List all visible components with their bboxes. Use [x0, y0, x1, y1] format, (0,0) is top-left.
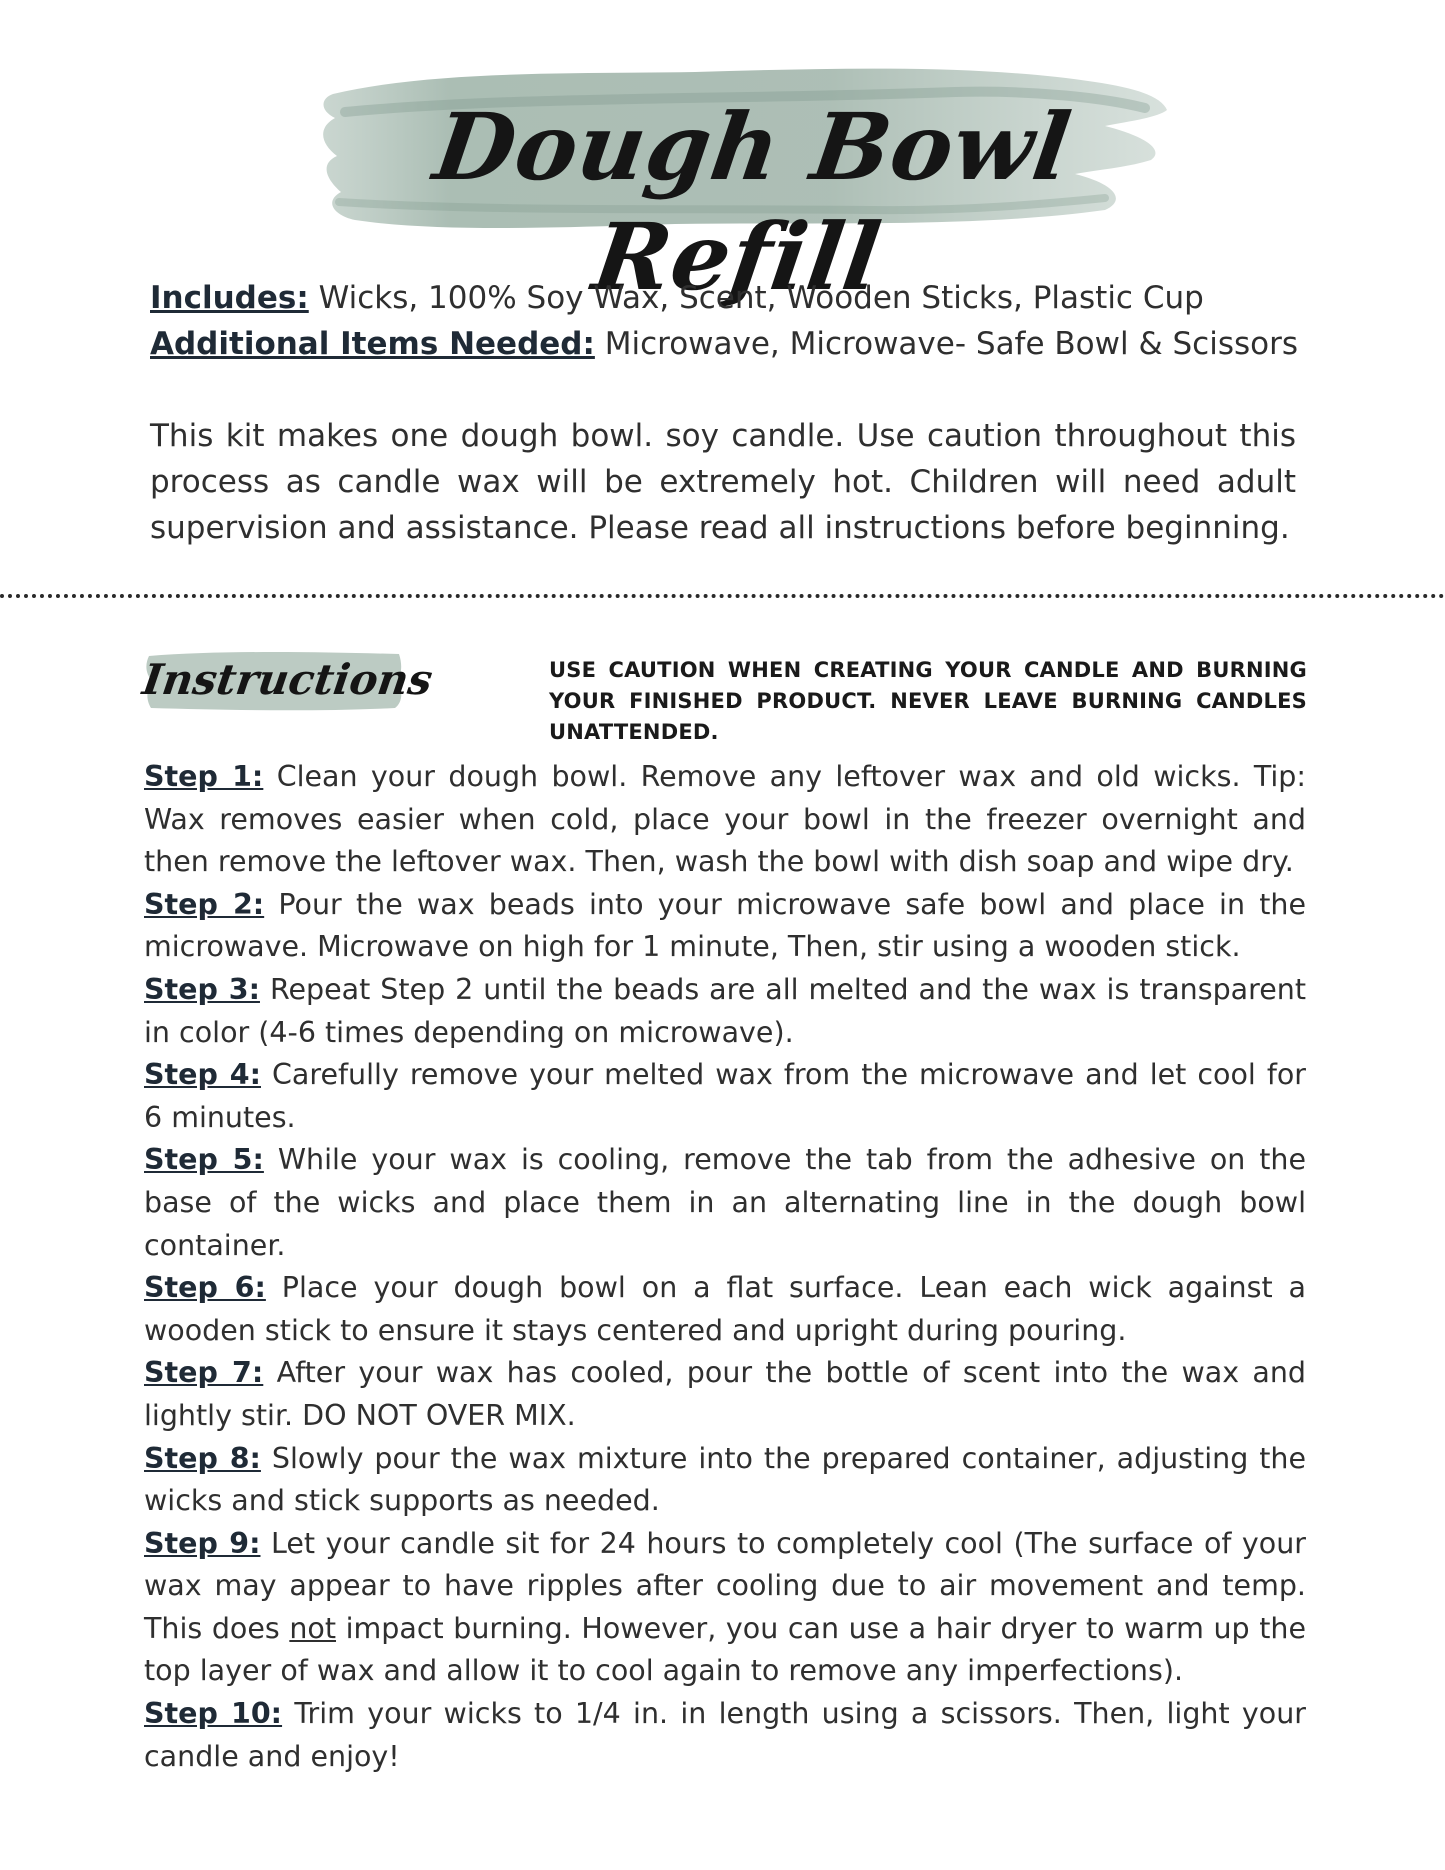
step-text: Repeat Step 2 until the beads are all melted and the wax is transparent in color (4-6 times depending on microwave).	[144, 972, 1307, 1049]
step-label: Step 9:	[144, 1526, 261, 1560]
caution-notice: USE CAUTION WHEN CREATING YOUR CANDLE AND BURNING YOUR FINISHED PRODUCT. NEVER LEAVE BURNING CANDLES UNATTENDED.	[549, 658, 1307, 744]
step-7	[144, 1352, 1306, 1437]
step-text: After your wax has cooled, pour the bottle of scent into the wax and lightly stir. DO NOT OVER MIX.	[144, 1356, 1307, 1432]
step-6	[144, 1267, 1306, 1352]
step-label: Step 3:	[144, 972, 260, 1006]
step-label: Step 5:	[144, 1143, 264, 1177]
intro-block	[150, 275, 1300, 367]
step-text: Clean your dough bowl. Remove any leftover wax and old wicks. Tip: Wax removes easier when cold, place your bowl in the freezer overnight and then remove the leftover wax. Then, wash the bowl with dish soap and wipe dry.	[144, 760, 1306, 879]
step-text: Place your dough bowl on a flat surface. Lean each wick against a wooden stick to ensure it stays centered and upright during pouring.	[144, 1271, 1306, 1347]
step-label: Step 8:	[144, 1441, 261, 1475]
intro-paragraph: This kit makes one dough bowl. soy candle. Use caution throughout this process as candle wax will be extremely hot. Children will need adult supervision and assistance. Please read all instructions before beginning.	[150, 418, 1296, 546]
step-5	[144, 1139, 1306, 1267]
step-label: Step 10:	[144, 1697, 283, 1731]
step-text: Pour the wax beads into your microwave safe bowl and place in the microwave. Microwave on high for 1 minute, Then, stir using a wooden stick.	[144, 887, 1307, 964]
additional-items-text: Microwave, Microwave- Safe Bowl & Scissors	[604, 326, 1298, 362]
step-10	[144, 1693, 1306, 1778]
step-8	[144, 1438, 1306, 1523]
step-2	[144, 884, 1306, 969]
step-text: Let your candle sit for 24 hours to completely cool (The surface of your wax may appear to have ripples after cooling due to air movement and temp. This does	[144, 1526, 1306, 1645]
step-label: Step 2:	[144, 887, 265, 921]
additional-items-line	[150, 321, 1300, 367]
dotted-divider	[0, 594, 1445, 598]
step-3	[144, 969, 1306, 1054]
instructions-heading: Instructions	[139, 655, 436, 704]
additional-items-label: Additional Items Needed:	[150, 326, 595, 362]
includes-line	[150, 275, 1300, 321]
steps-list	[144, 756, 1306, 1778]
step-label: Step 7:	[144, 1356, 264, 1390]
step-text: Carefully remove your melted wax from the microwave and let cool for 6 minutes.	[144, 1058, 1307, 1134]
page-title: Dough Bowl Refill	[427, 93, 1078, 311]
step-9	[144, 1523, 1306, 1693]
includes-text: Wicks, 100% Soy Wax, Scent, Wooden Sticks, Plastic Cup	[318, 280, 1204, 316]
step-1	[144, 756, 1306, 884]
instructions-badge	[139, 646, 436, 714]
step-label: Step 6:	[144, 1271, 266, 1305]
step-text-underlined: not	[289, 1611, 337, 1645]
step-text: While your wax is cooling, remove the tab from the adhesive on the base of the wicks and place them in an alternating line in the dough bowl container.	[144, 1143, 1307, 1262]
step-text: Trim your wicks to 1/4 in. in length using a scissors. Then, light your candle and enjoy!	[144, 1697, 1306, 1773]
step-4	[144, 1054, 1306, 1139]
step-label: Step 4:	[144, 1058, 261, 1092]
step-label: Step 1:	[144, 760, 264, 793]
step-text: Slowly pour the wax mixture into the prepared container, adjusting the wicks and stick supports as needed.	[144, 1441, 1307, 1518]
includes-label: Includes:	[150, 280, 309, 316]
step-text: impact burning. However, you can use a hair dryer to warm up the top layer of wax and allow it to cool again to remove any imperfections).	[144, 1611, 1306, 1688]
